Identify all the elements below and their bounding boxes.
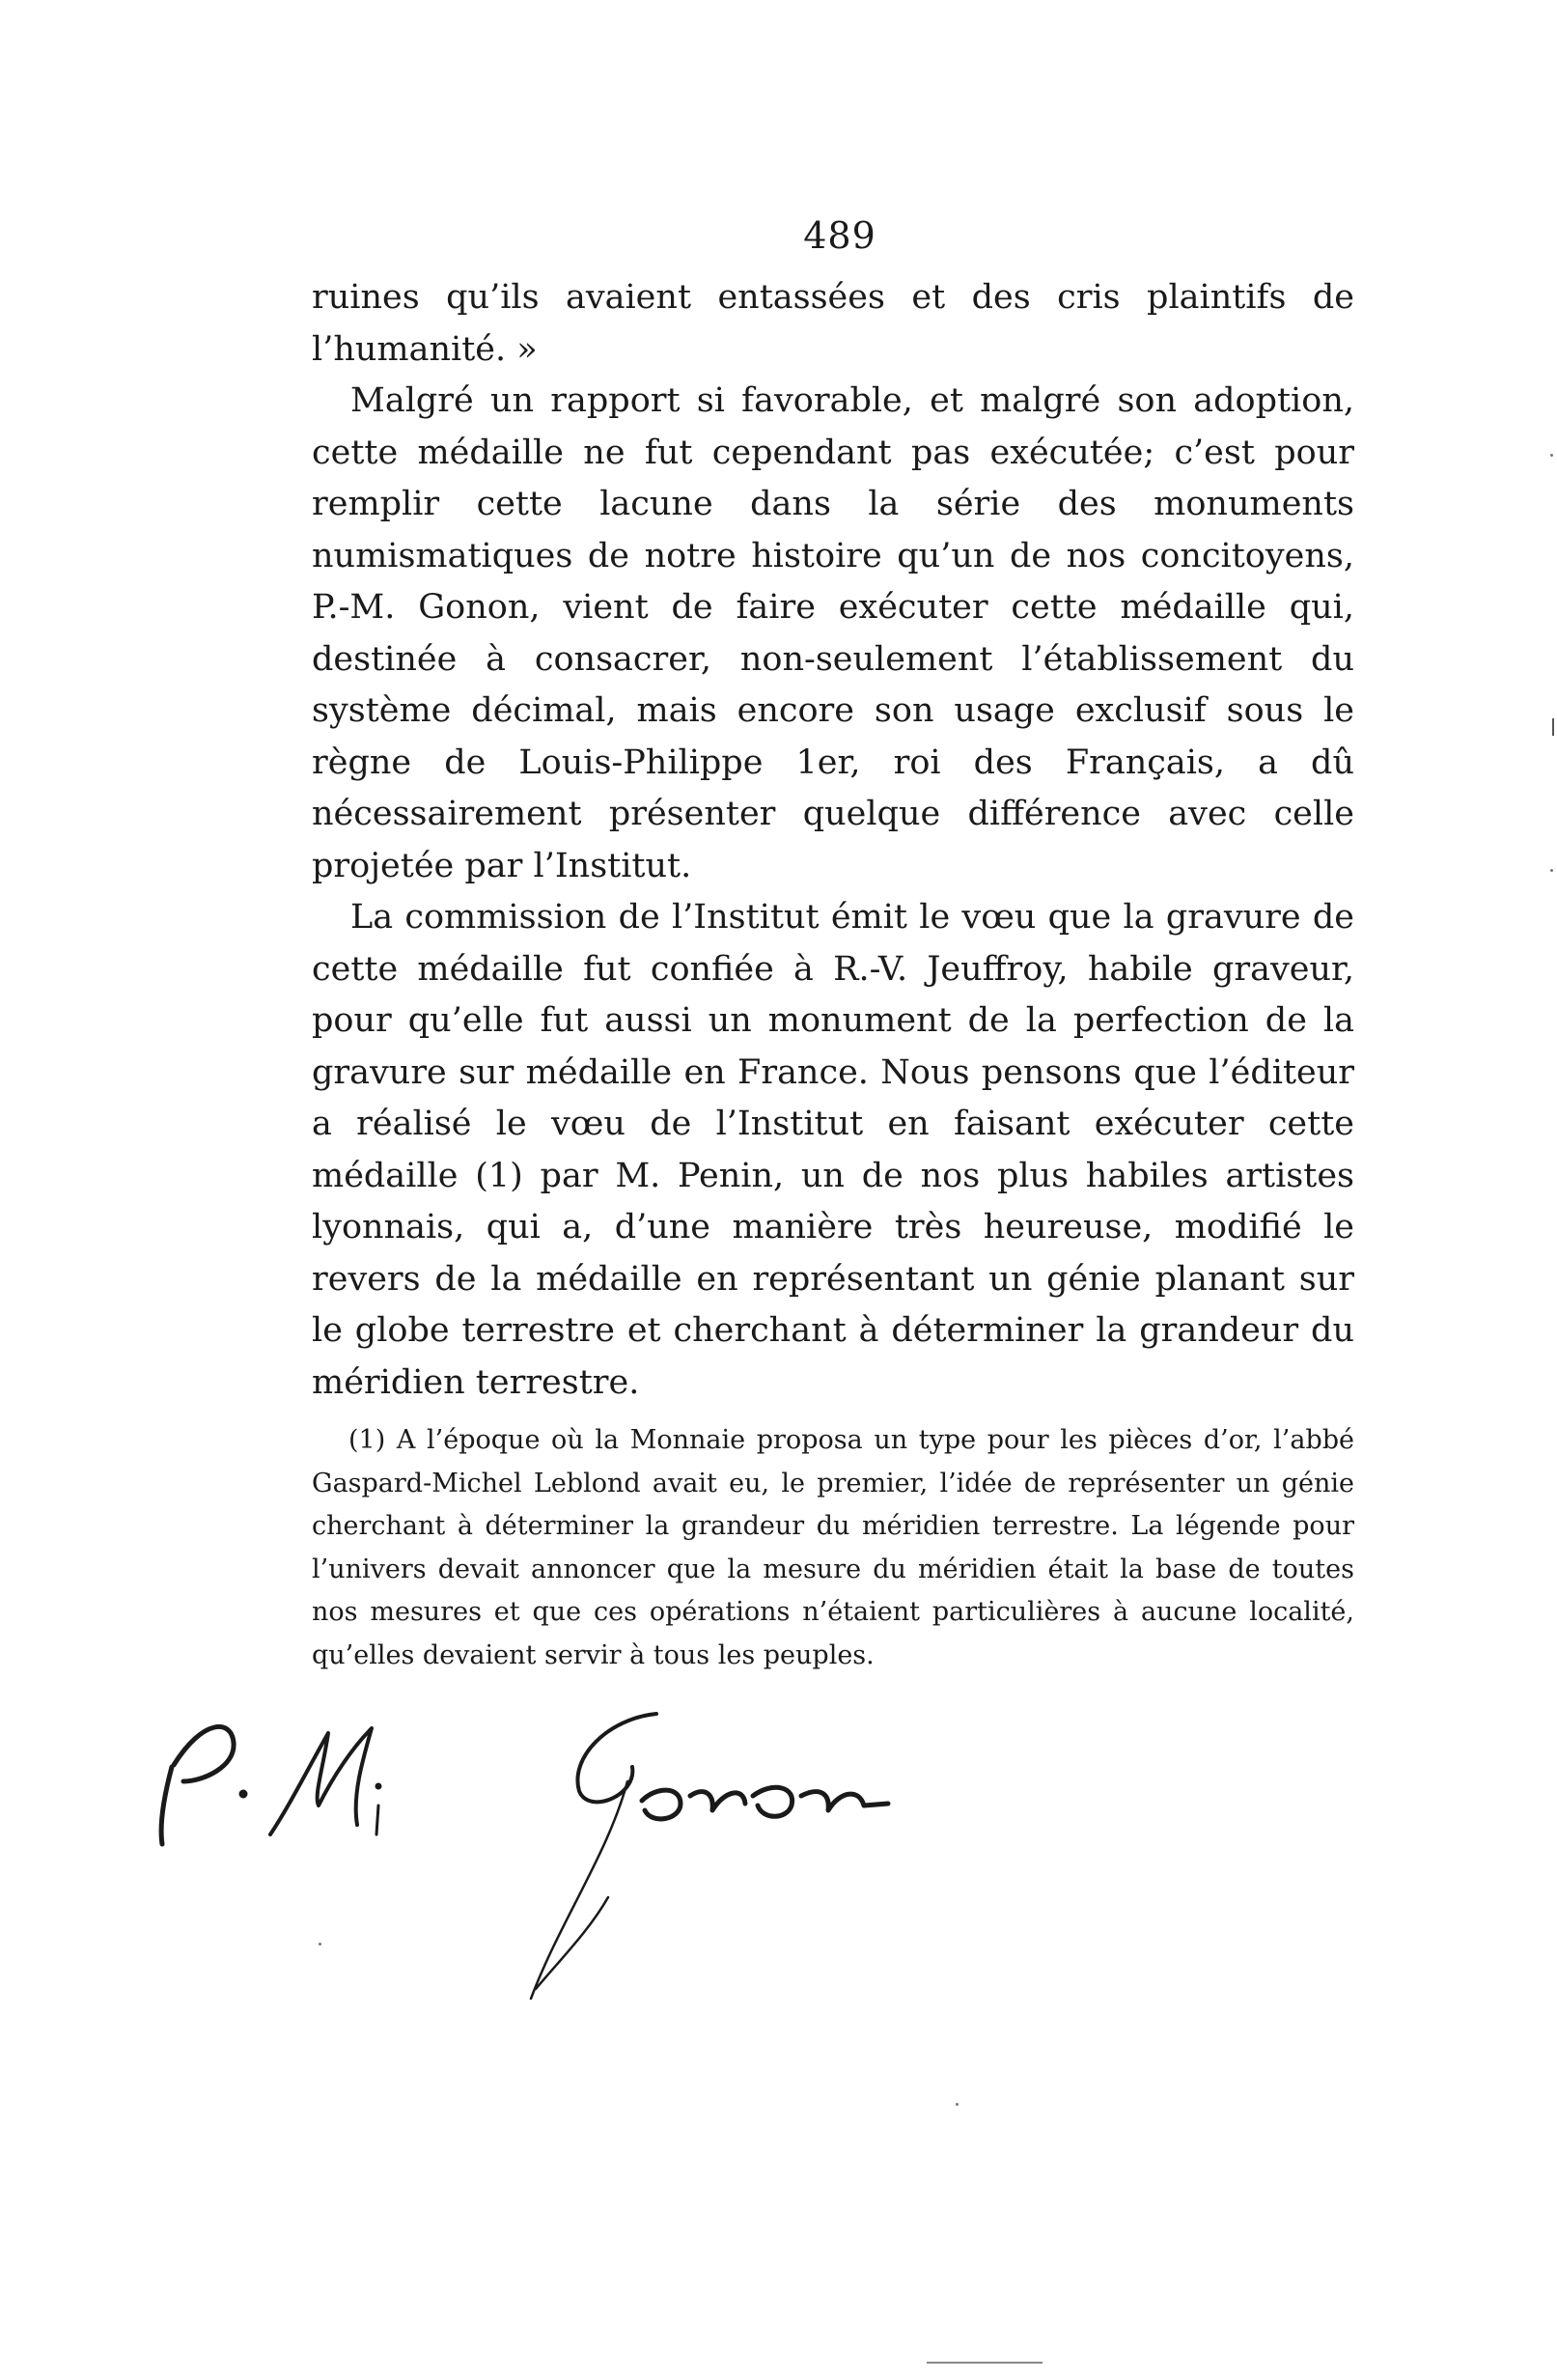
paragraph: La commission de l’Institut émit le vœu que la gravure de cette médaille fut confiée à R.-V. Jeuffroy, habile graveur, pour qu’elle fut aussi un monument de la perfection de la gravure sur médaille en France. Nous pensons que l’éditeur a réalisé le vœu de l’Institut en faisant exécuter cette médaille (1) par M. Penin, un de nos plus habiles artistes lyonnais, qui a, d’une manière très heureuse, modifié le revers de la médaille en représentant un génie planant sur le globe terrestre et cherchant à déterminer la grandeur du méridien terrestre. — [312, 898, 1354, 1402]
handwritten-signature — [154, 1690, 927, 2018]
margin-dot — [1550, 869, 1553, 872]
margin-mark — [1552, 718, 1554, 736]
main-text — [312, 272, 1354, 1409]
page-number: 489 — [803, 214, 876, 257]
page-dot — [319, 1943, 321, 1946]
paragraph-continuation: ruines qu’ils avaient entassées et des cris plaintifs de l’humanité. » — [312, 278, 1354, 369]
bottom-edge-line — [927, 2362, 1043, 2364]
margin-dot — [1550, 454, 1553, 457]
paragraph: Malgré un rapport si favorable, et malgré son adoption, cette médaille ne fut cependant pas exécutée; c’est pour remplir cette lacune dans la série des monuments numismatiques de notre histoire qu’un de nos concitoyens, P.-M. Gonon, vient de faire exécuter cette médaille qui, destinée à consacrer, non-seulement l’établissement du système décimal, mais encore son usage exclusif sous le règne de Louis-Philippe 1er, roi des Français, a dû nécessairement présenter quelque différence avec celle projetée par l’Institut. — [312, 381, 1354, 885]
page-dot — [956, 2103, 959, 2106]
footnote — [312, 1419, 1354, 1677]
footnote-text: (1) A l’époque où la Monnaie proposa un type pour les pièces d’or, l’abbé Gaspard-Michel Leblond avait eu, le premier, l’idée de représenter un génie cherchant à déterminer la grandeur du méridien terrestre. La légende pour l’univers devait annoncer que la mesure du méridien était la base de toutes nos mesures et que ces opérations n’étaient particulières à aucune localité, qu’elles devaient servir à tous les peuples. — [312, 1425, 1354, 1670]
